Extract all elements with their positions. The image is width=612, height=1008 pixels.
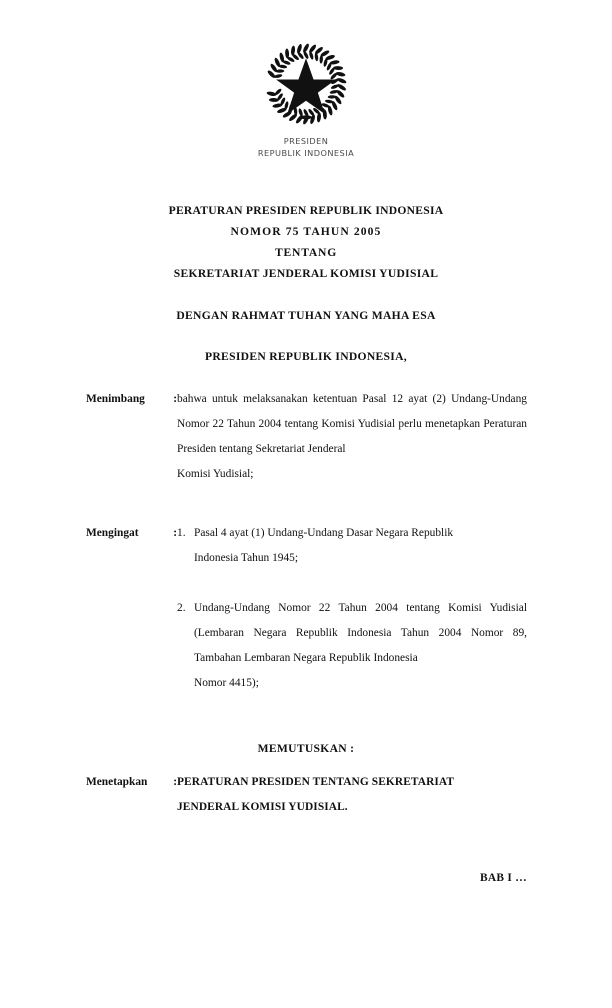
clause-mengingat — [86, 521, 527, 696]
regulation-subject-line: SEKRETARIAT JENDERAL KOMISI YUDISIAL — [173, 267, 439, 280]
clause-menimbang-text: bahwa untuk melaksanakan ketentuan Pasal 12 ayat (2) Undang-Undang Nomor 22 Tahun 2004 tentang Komisi Yudisial perlu menetapkan Peraturan Presiden tentang Sekretariat Jenderal — [177, 393, 527, 455]
clause-menimbang-colon: : — [173, 393, 177, 405]
list-item-text — [194, 521, 527, 571]
list-item-marker: 1. — [177, 527, 186, 539]
list-item — [177, 521, 527, 571]
clause-menetapkan — [86, 770, 527, 820]
authority-line: PRESIDEN REPUBLIK INDONESIA, — [205, 350, 407, 363]
regulation-about-line: TENTANG — [274, 246, 338, 259]
clause-menimbang-label: Menimbang — [86, 393, 145, 405]
presidential-emblem-block — [0, 38, 612, 159]
decide-heading: MEMUTUSKAN : — [257, 742, 355, 755]
emblem-caption-line-1: PRESIDEN — [283, 136, 329, 146]
clause-menimbang — [86, 387, 527, 487]
mengingat-list — [177, 521, 527, 696]
list-item-text-lastline: Nomor 4415); — [194, 677, 259, 689]
clause-menimbang-body — [177, 387, 527, 487]
clause-menetapkan-colon: : — [173, 776, 177, 788]
list-item-text-lastline: Indonesia Tahun 1945; — [194, 552, 299, 564]
regulation-title-line-1: PERATURAN PRESIDEN REPUBLIK INDONESIA — [168, 204, 444, 217]
clause-menetapkan-body — [177, 770, 527, 820]
footer-continuation-note: BAB I … — [479, 872, 527, 884]
blessing-line: DENGAN RAHMAT TUHAN YANG MAHA ESA — [176, 309, 436, 322]
clause-mengingat-label: Mengingat — [86, 527, 139, 539]
list-item-text — [194, 596, 527, 696]
list-item-marker: 2. — [177, 602, 186, 614]
clause-menimbang-lastline: Komisi Yudisial; — [177, 468, 254, 480]
emblem-caption-line-2: REPUBLIK INDONESIA — [257, 147, 355, 158]
list-item-text-main: Pasal 4 ayat (1) Undang-Undang Dasar Negara Republik — [194, 527, 454, 539]
emblem-caption — [0, 136, 612, 159]
list-item-text-main: Undang-Undang Nomor 22 Tahun 2004 tentang Komisi Yudisial (Lembaran Negara Republik Indonesia Tahun 2004 Nomor 89, Tambahan Lembaran Negara Republik Indonesia — [194, 602, 527, 664]
list-item — [177, 596, 527, 696]
clause-menimbang-paragraph — [177, 387, 527, 462]
clause-menetapkan-paragraph: PERATURAN PRESIDEN TENTANG SEKRETARIAT — [177, 776, 455, 788]
clause-menetapkan-lastline: JENDERAL KOMISI YUDISIAL. — [177, 801, 348, 813]
clause-mengingat-colon: : — [173, 527, 177, 539]
indonesia-presidential-seal-star-wreath-icon — [260, 38, 352, 130]
regulation-number-line: NOMOR 75 TAHUN 2005 — [230, 225, 382, 238]
clause-mengingat-body — [177, 521, 527, 696]
clause-menetapkan-label: Menetapkan — [86, 776, 148, 788]
